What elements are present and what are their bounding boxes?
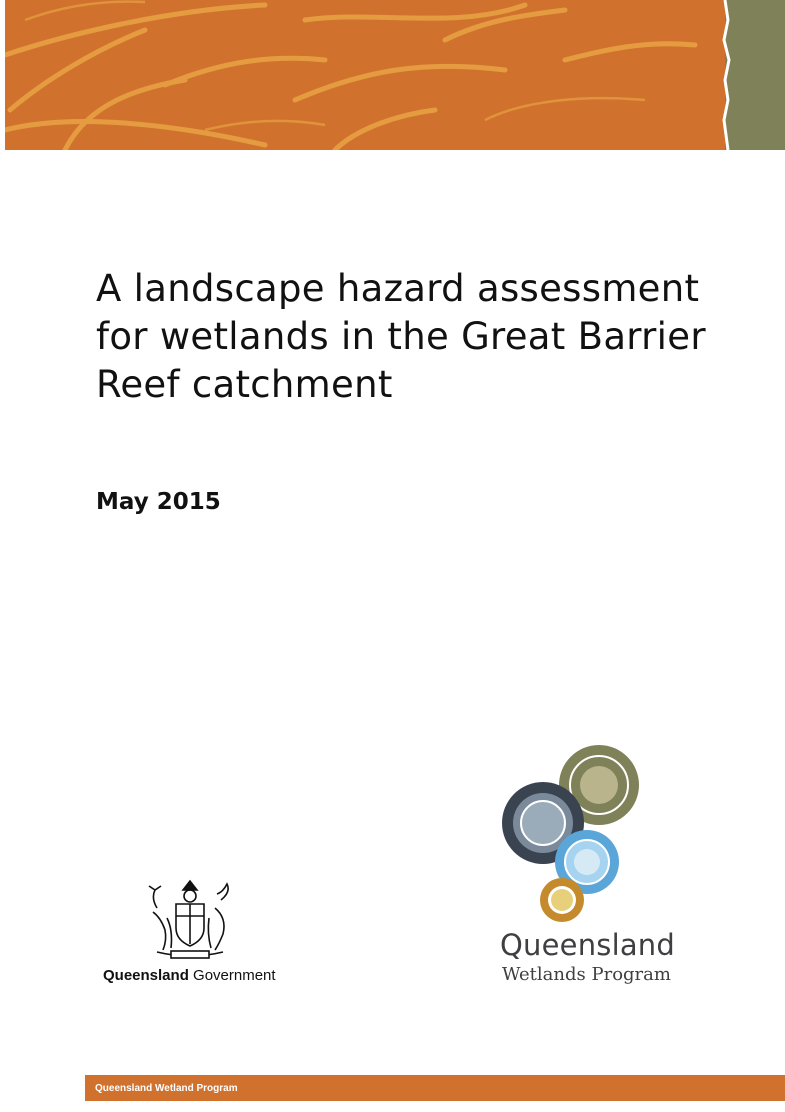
queensland-wetlands-program-logo: [495, 745, 685, 995]
footer-label: Queensland Wetland Program: [95, 1083, 238, 1094]
wetlands-wordmark: Queensland: [500, 928, 675, 962]
document-title: [96, 265, 756, 409]
wordmark-regular: Government: [193, 967, 276, 984]
coat-of-arms-icon: [143, 878, 238, 963]
wordmark-bold: Queensland: [103, 967, 189, 984]
wetlands-circles-icon: [495, 745, 685, 925]
queensland-government-wordmark: [103, 967, 276, 984]
title-line: A landscape hazard assessment: [96, 267, 700, 310]
publication-date: May 2015: [96, 489, 221, 515]
wetlands-subtitle: Wetlands Program: [502, 964, 671, 985]
title-line: for wetlands in the Great Barrier: [96, 315, 706, 358]
queensland-government-logo: [100, 878, 280, 988]
header-banner: [5, 0, 785, 150]
footer-bar: [85, 1075, 785, 1101]
banner-artwork: [5, 0, 785, 150]
title-line: Reef catchment: [96, 363, 393, 406]
